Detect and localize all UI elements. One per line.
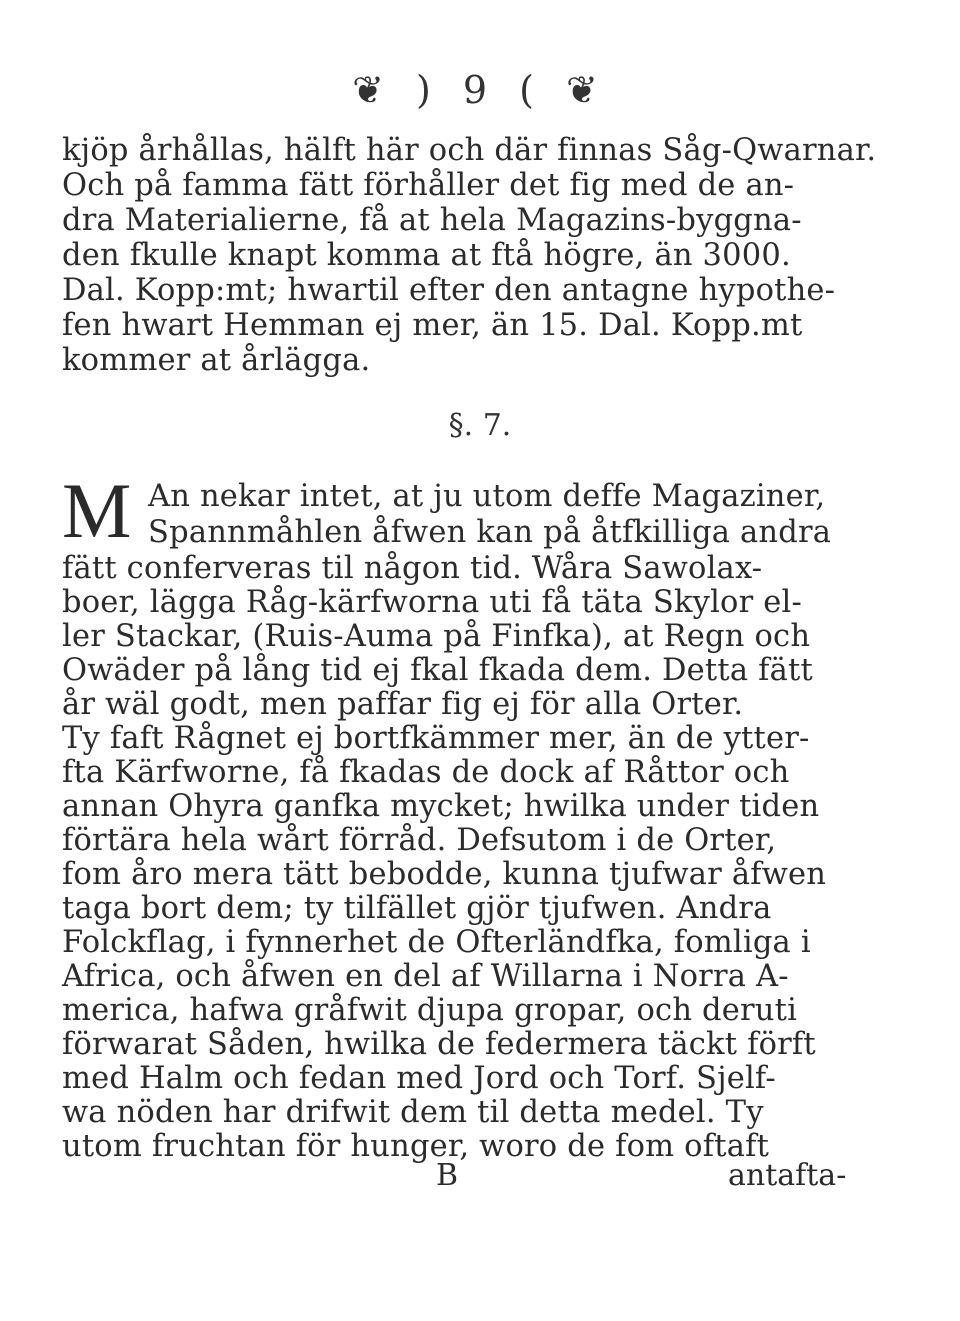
text-line-15: Ty faft Rågnet ej bortfkämmer mer, än de ytter- xyxy=(62,721,810,756)
drop-cap: M xyxy=(62,467,132,554)
page-header: ❦ ) 9 ( ❦ xyxy=(352,68,608,112)
signature-mark: B xyxy=(436,1158,459,1193)
text-line-11: boer, lägga Råg-kärfworna uti få täta Skylor el- xyxy=(62,585,803,620)
text-line-18: förtära hela wårt förråd. Defsutom i de Orter, xyxy=(62,823,777,858)
text-line-24: förwarat Såden, hwilka de federmera täckt förft xyxy=(62,1027,816,1062)
text-line-25: med Halm och fedan med Jord och Torf. Sjelf- xyxy=(62,1061,776,1096)
text-line-22: Africa, och åfwen en del af Willarna i Norra A- xyxy=(62,959,789,994)
text-line-10: fätt conferveras til någon tid. Wåra Sawolax- xyxy=(62,551,763,586)
text-line-13: Owäder på lång tid ej fkal fkada dem. Detta fätt xyxy=(62,653,813,688)
text-line-9: Spannmåhlen åfwen kan på åtfkilliga andra xyxy=(148,515,832,550)
section-heading: §. 7. xyxy=(448,408,512,443)
text-line-3: dra Materialierne, få at hela Magazins-byggna- xyxy=(62,203,802,238)
text-line-8: An nekar intet, at ju utom deffe Magaziner, xyxy=(148,479,826,514)
text-line-20: taga bort dem; ty tilfället gjör tjufwen. Andra xyxy=(62,891,772,926)
text-line-21: Folckflag, i fynnerhet de Ofterländfka, fomliga i xyxy=(62,925,811,960)
text-line-6: fen hwart Hemman ej mer, än 15. Dal. Kopp.mt xyxy=(62,308,803,343)
text-line-4: den fkulle knapt komma at ftå högre, än 3000. xyxy=(62,238,791,273)
text-line-19: fom åro mera tätt bebodde, kunna tjufwar åfwen xyxy=(62,857,827,892)
text-line-23: merica, hafwa gråfwit djupa gropar, och deruti xyxy=(62,993,798,1028)
text-line-2: Och på famma fätt förhåller det fig med de an- xyxy=(62,168,795,203)
text-line-26: wa nöden har drifwit dem til detta medel. Ty xyxy=(62,1095,764,1130)
text-line-27: utom fruchtan för hunger, woro de fom oftaft xyxy=(62,1129,770,1164)
text-line-1: kjöp århållas, hälft här och där finnas Såg-Qwarnar. xyxy=(62,133,877,168)
text-line-17: annan Ohyra ganfka mycket; hwilka under tiden xyxy=(62,789,820,824)
text-line-16: fta Kärfworne, få fkadas de dock af Råttor och xyxy=(62,755,790,790)
text-line-5: Dal. Kopp:mt; hwartil efter den antagne hypothe- xyxy=(62,273,836,308)
text-line-12: ler Stackar, (Ruis-Auma på Finfka), at Regn och xyxy=(62,619,811,654)
text-line-14: år wäl godt, men paffar fig ej för alla Orter. xyxy=(62,687,744,722)
catchword: antafta- xyxy=(728,1158,847,1193)
text-line-7: kommer at årlägga. xyxy=(62,343,371,378)
